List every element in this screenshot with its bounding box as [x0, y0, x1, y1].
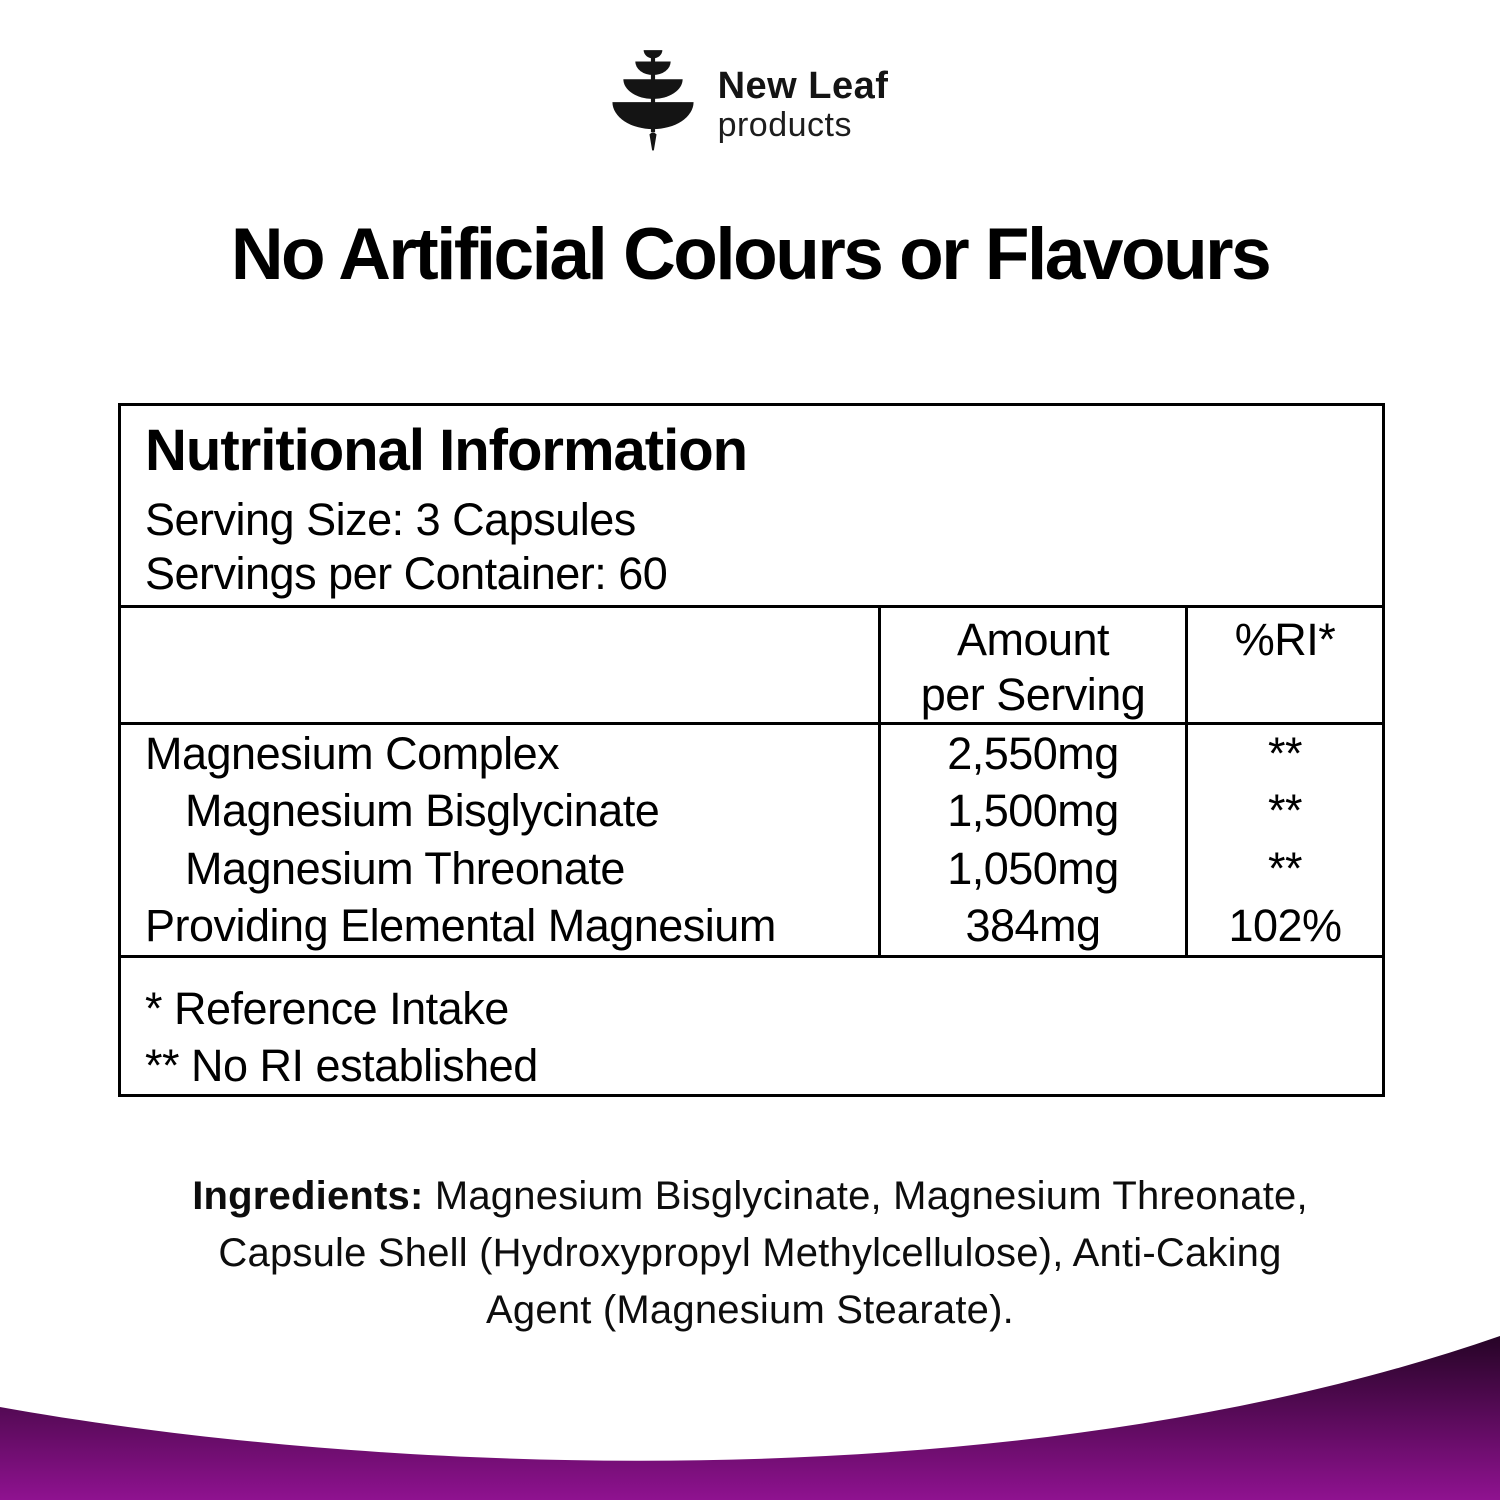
ingredients-label: Ingredients:	[192, 1174, 424, 1218]
nutrition-table	[118, 403, 1385, 1097]
row-ri: **	[1185, 725, 1382, 782]
row-ri: **	[1185, 783, 1382, 840]
row-name: Magnesium Complex	[145, 727, 560, 779]
table-row	[121, 898, 1382, 955]
nutrition-title: Nutritional Information	[145, 418, 748, 483]
brand-sub: products	[717, 106, 852, 144]
row-ri: 102%	[1185, 898, 1382, 955]
nutrition-table-header	[121, 406, 1382, 605]
purple-wave-decoration	[0, 1330, 1500, 1500]
row-amount: 384mg	[878, 898, 1185, 955]
row-name: Magnesium Bisglycinate	[185, 785, 660, 837]
ingredients-line	[130, 1168, 1370, 1225]
row-ri: **	[1185, 840, 1382, 897]
headline: No Artificial Colours or Flavours	[230, 214, 1270, 295]
column-header-row	[121, 605, 1382, 722]
row-amount: 1,500mg	[878, 783, 1185, 840]
column-header-ri	[1185, 608, 1382, 722]
row-name: Magnesium Threonate	[185, 842, 625, 894]
column-header-ri-label: %RI*	[1234, 614, 1336, 666]
ingredients-paragraph	[130, 1168, 1370, 1339]
table-row	[121, 840, 1382, 897]
column-header-amount-line1: Amount	[956, 614, 1110, 666]
footnote-no-ri: ** No RI established	[145, 1040, 538, 1091]
table-row	[121, 783, 1382, 840]
ingredients-line: Agent (Magnesium Stearate).	[486, 1288, 1014, 1332]
row-name: Providing Elemental Magnesium	[145, 900, 776, 952]
column-header-amount	[878, 608, 1185, 722]
brand-logo	[0, 48, 1500, 152]
new-leaf-tree-icon	[612, 48, 694, 152]
footnotes	[121, 955, 1382, 1094]
servings-per-container: Servings per Container: 60	[145, 548, 668, 599]
serving-size: Serving Size: 3 Capsules	[145, 494, 636, 545]
ingredients-line: Capsule Shell (Hydroxypropyl Methylcellulose), Anti-Caking	[218, 1231, 1282, 1275]
nutrition-rows	[121, 722, 1382, 955]
row-amount: 1,050mg	[878, 840, 1185, 897]
column-header-spacer	[121, 608, 878, 722]
row-amount: 2,550mg	[878, 725, 1185, 782]
brand-wordmark	[718, 56, 889, 144]
column-header-amount-line2: per Serving	[920, 669, 1146, 721]
footnote-reference-intake: * Reference Intake	[145, 983, 509, 1034]
table-row	[121, 725, 1382, 782]
ingredients-text: Magnesium Bisglycinate, Magnesium Threonate,	[434, 1174, 1308, 1218]
brand-name: New Leaf	[717, 65, 889, 107]
